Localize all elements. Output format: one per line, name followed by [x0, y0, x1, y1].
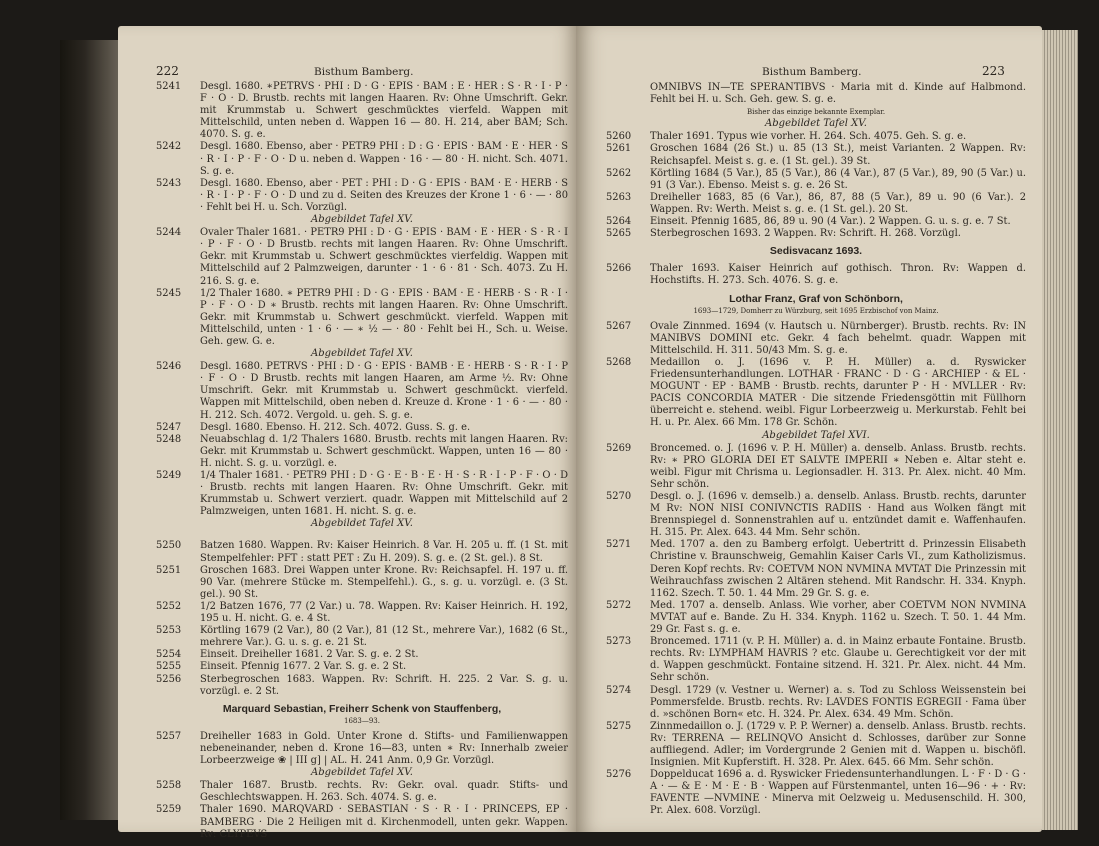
catalog-entry	[606, 216, 1026, 228]
catalog-entry	[156, 288, 568, 348]
entry-text: 1/2 Thaler 1680. ∗ PETR9 PHI : D · G · EPIS · BAM · E · HERB · S · R · I · P · F · O · D ∗ Brustb. rechts mit langen Haaren. Rv: Ohne Umschrift. Gekr. mit Krummstab u. Schwert geschmückt. vierfeld. Wappen mit Mittelschild, unten · 1 · 6 · — ∗ ½ — · 80 · Fehlt bei H., Sch. u. Weise. Geh. gew. G. e.	[200, 287, 568, 347]
entry-number: 5270	[606, 491, 632, 502]
section-heading: Lothar Franz, Graf von Schönborn,	[729, 292, 903, 305]
entry-text: Einseit. Pfennig 1677. 2 Var. S. g. e. 2 St.	[200, 661, 407, 673]
catalog-entry	[156, 804, 568, 840]
entry-text: Einseit. Pfennig 1685, 86, 89 u. 90 (4 Var.). 2 Wappen. G. u. s. g. e. 7 St.	[650, 216, 1011, 228]
catalog-entry	[606, 192, 1026, 216]
entry-text: Einseit. Dreiheller 1681. 2 Var. S. g. e. 2 St.	[200, 649, 419, 661]
entry-text: Doppelducat 1696 a. d. Ryswicker Friedensunterhandlungen. L · F · D · G · A · — & E · M · E · B · Wappen auf Fürstenmantel, unten 16—96 · + · Rv: FAVENTE —NVMINE · Minerva mit Oelzweig u. Medusenschild. H. 300, Pr. Alex. 608. Vorzügl.	[650, 769, 1026, 817]
book-edge-left	[60, 40, 120, 820]
catalog-entry	[156, 422, 568, 434]
entry-text: Desgl. 1680. Ebenso, aber · PET : PHI : D · G · EPIS · BAM · E · HERB · S · R · I · P · F · O · D und zu d. Seiten des Kreuzes der Krone 1 · 6 · — · 80 · Fehlt bei H. u. Sch. Vorzügl.	[200, 177, 568, 213]
plate-reference: Abgebildet Tafel XV.	[311, 767, 413, 779]
section-subtitle: 1693—1729, Domherr zu Würzburg, seit 1695 Erzbischof von Mainz.	[693, 306, 939, 315]
catalog-entry	[156, 625, 568, 649]
running-head: Bisthum Bamberg.	[762, 66, 862, 78]
catalog-entry	[156, 565, 568, 601]
entry-text: Dreiheller 1683, 85 (6 Var.), 86, 87, 88 (5 Var.), 89 u. 90 (6 Var.). 2 Wappen. Rv: Werth. Meist s. g. e. (1 St. gel.). 20 St.	[650, 191, 1026, 215]
entry-number: 5252	[156, 600, 182, 612]
entry-number: 5251	[156, 564, 182, 576]
entry-number: 5267	[606, 320, 632, 332]
entry-text: Ovale Zinnmed. 1694 (v. Hautsch u. Nürnberger). Brustb. rechts. Rv: IN MANIBVS DOMINI etc. Gekr. 4 fach behelmt. quadr. Wappen mit Mittelschild. H. 311. 50/43 Mm. S. g. e.	[650, 320, 1026, 356]
entry-number: 5255	[156, 661, 182, 673]
plate-reference: Abgebildet Tafel XV.	[311, 518, 413, 530]
entry-text: Desgl. 1680. ∗PETRVS · PHI : D · G · EPIS · BAM : E · HER : S · R · I · P · F · O · D. Brustb. rechts mit langen Haaren. Rv: Ohne Umschrift. Gekr. mit Krummstab u. Schwert geschmücktes vierfeld. Wappen mit Mittelschild, unten neben d. Wappen 16 — 80. H. 214, aber BAM; Sch. 4070. S. g. e.	[200, 81, 568, 141]
catalog-entry	[606, 539, 1026, 599]
entry-text: Broncemed. o. J. (1696 v. P. H. Müller) a. denselb. Anlass. Brustb. rechts. Rv: ∗ PRO GLORIA DEI ET SALVTE IMPERII ∗ Neben e. Altar steht e. weibl. Figur mit Chrisma u. Legionsadler. H. 313. Pr. Alex. nicht. 40 Mm. Sehr schön.	[650, 442, 1026, 490]
entry-text: Med. 1707 a. denselb. Anlass. Wie vorher, aber COETVM NON NVMINA MVTAT auf e. Bande. Zu H. 334. Knyph. 1162 u. Szech. T. 50. 1. 44 Mm. 29 Gr. Fast s. g. e.	[650, 599, 1026, 636]
catalog-entry	[156, 434, 568, 470]
entry-number: 5243	[156, 177, 182, 189]
catalog-entry	[606, 228, 1026, 240]
entry-text: Medaillon o. J. (1696 v. P. H. Müller) a. d. Ryswicker Friedensunterhandlungen. LOTHAR · FRANC · D · G · ARCHIEP · & EL · MOGUNT · EP · BAMB · Brustb. rechts, darunter P · H · MVLLER · Rv: PACIS CONCORDIA MATER · Die sitzende Friedensgöttin mit Füllhorn überreicht e. stehend. weibl. Figur Lorbeerzweig u. Merkurstab. Fehlt bei H. u. Pr. Alex. 66 Mm. 178 Gr. Schön.	[650, 356, 1026, 429]
catalog-entry	[156, 780, 568, 804]
right-page	[576, 26, 1042, 832]
entry-number: 5250	[156, 540, 182, 552]
entry-number: 5254	[156, 649, 182, 661]
entry-text: Desgl. 1680. Ebenso, aber · PETR9 PHI : D : G · EPIS · BAM · E · HER · S · R · I · P · F · O · D u. neben d. Wappen · 16 · — 80 · H. nicht. Sch. 4071. S. g. e.	[200, 141, 568, 177]
entry-number: 5262	[606, 167, 632, 179]
entry-text: OMNIBVS IN—TE SPERANTIBVS · Maria mit d. Kinde auf Halbmond. Fehlt bei H. u. Sch. Geh. gew. S. g. e.	[650, 82, 1026, 106]
entry-text: Körtling 1684 (5 Var.), 85 (5 Var.), 86 (4 Var.), 87 (5 Var.), 89, 90 (5 Var.) u. 91 (3 Var.). Ebenso. Meist s. g. e. 26 St.	[650, 167, 1026, 191]
entry-text: Desgl. 1729 (v. Vestner u. Werner) a. s. Tod zu Schloss Weissenstein bei Pommersfelde. Brustb. rechts. Rv: LAVDES FONTIS EGREGII · Fama über d. »schönen Born« etc. H. 324. Pr. Alex. 634. 49 Mm. Schön.	[650, 684, 1026, 720]
entry-text: Batzen 1680. Wappen. Rv: Kaiser Heinrich. 8 Var. H. 205 u. ff. (1 St. mit Stempelfehler: PFT : statt PET : Zu H. 209). S. g. e. (2 St. gel.). 8 St.	[200, 540, 568, 564]
catalog-entry	[606, 721, 1026, 769]
entry-text: 1/2 Batzen 1676, 77 (2 Var.) u. 78. Wappen. Rv: Kaiser Heinrich. H. 192, 195 u. H. nicht. G. e. 4 St.	[200, 600, 568, 625]
catalog-entry	[606, 357, 1026, 430]
catalog-entry	[156, 141, 568, 177]
entry-number: 5265	[606, 228, 632, 240]
plate-reference: Abgebildet Tafel XV.	[765, 118, 867, 130]
catalog-entry	[156, 361, 568, 421]
entry-text: Sterbegroschen 1693. 2 Wappen. Rv: Schrift. H. 268. Vorzügl.	[650, 228, 961, 240]
entry-text: Thaler 1693. Kaiser Heinrich auf gothisch. Thron. Rv: Wappen d. Hochstifts. H. 273. Sch. 4076. S. g. e.	[650, 263, 1026, 287]
catalog-entry	[606, 491, 1026, 539]
catalog-entry	[606, 143, 1026, 167]
footnote: Bisher das einzige bekannte Exemplar.	[746, 108, 886, 117]
section-heading: Marquard Sebastian, Freiherr Schenk von Stauffenberg,	[222, 702, 502, 715]
catalog-entry	[606, 636, 1026, 684]
entry-text: Groschen 1683. Drei Wappen unter Krone. Rv: Reichsapfel. H. 197 u. ff. 90 Var. (mehrere Stücke m. Stempelfehl.). G., s. g. u. vorzügl. e. (3 St. gel.). 90 St.	[200, 564, 568, 600]
entry-text: Körtling 1679 (2 Var.), 80 (2 Var.), 81 (12 St., mehrere Var.), 1682 (6 St., mehrere Var.). G. u. s. g. e. 21 St.	[200, 625, 568, 649]
catalog-entry	[606, 168, 1026, 192]
entry-number: 5253	[156, 625, 182, 637]
entry-number: 5276	[606, 769, 632, 781]
catalog-entry	[156, 81, 568, 141]
entry-number: 5273	[606, 636, 632, 648]
entry-number: 5268	[606, 356, 632, 368]
catalog-entry	[156, 601, 568, 625]
entry-number: 5256	[156, 673, 182, 685]
entry-text: Dreiheller 1683 in Gold. Unter Krone d. Stifts- und Familienwappen nebeneinander, neben d. Krone 16—83, unten ∗ Rv: Innerhalb zweier Lorbeerzweige ❀ | III g] | AL. H. 241 Anm. 0,9 Gr. Vorzügl.	[200, 730, 568, 767]
entry-number: 5271	[606, 539, 632, 551]
entry-number: 5241	[156, 81, 182, 92]
entry-text: Desgl. 1680. Ebenso. H. 212. Sch. 4072. Guss. S. g. e.	[200, 421, 471, 433]
plate-reference: Abgebildet Tafel XVI.	[762, 429, 870, 441]
entry-number: 5266	[606, 263, 632, 275]
entry-number: 5246	[156, 361, 182, 373]
left-page	[118, 26, 576, 840]
entry-text: Thaler 1690. MARQVARD · SEBASTIAN · S · R · I · PRINCEPS, EP · BAMBERG · Die 2 Heiligen mit d. Kirchenmodell, unten gekr. Wappen. Rv: CLYPEVS	[200, 804, 568, 840]
entry-number: 5247	[156, 421, 182, 433]
catalog-entry	[606, 685, 1026, 721]
entry-text: Desgl. 1680. PETRVS · PHI : D · G · EPIS · BAMB · E · HERB · S · R · I · P · F · O · D Brustb. rechts mit langen Haaren, am Arme ½. Rv: Ohne Umschrift. Gekr. mit Krummstab u. Schwert geschmückt. vierfeld. Wappen mit Mittelschild, oben neben d. Kreuze d. Krone · 1 · 6 · — · 80 · H. 212. Sch. 4072. Vergold. u. geh. S. g. e.	[200, 361, 568, 421]
catalog-entry	[606, 600, 1026, 636]
entry-text: Broncemed. 1711 (v. P. H. Müller) a. d. in Mainz erbaute Fontaine. Brustb. rechts. Rv: LYMPHAM HAVRIS ? etc. Glaube u. Gerechtigkeit vor der mit d. Wappen geschmückt. Fontaine sitzend. H. 321. Pr. Alex. nicht. 44 Mm. Sehr schön.	[650, 636, 1026, 684]
entry-text: Groschen 1684 (26 St.) u. 85 (13 St.), meist Varianten. 2 Wappen. Rv: Reichsapfel. Meist s. g. e. (1 St. gel.). 39 St.	[650, 143, 1026, 167]
page-number: 222	[156, 64, 179, 78]
entry-number: 5261	[606, 143, 632, 155]
entry-text: 1/4 Thaler 1681. · PETR9 PHI : D · G · E · B · E · H · S · R · I · P · F · O · D · Brustb. rechts mit langen Haaren. Rv: Ohne Umschrift. Gekr. mit Krummstab u. Schwert verziert. quadr. Wappen mit Mittelschild auf 2 Palmzweigen, unten 1681. H. nicht. S. g. e.	[200, 470, 568, 518]
running-head: Bisthum Bamberg.	[314, 66, 414, 78]
plate-reference: Abgebildet Tafel XV.	[311, 348, 413, 360]
catalog-entry	[156, 674, 568, 698]
catalog-entry	[606, 321, 1026, 357]
entry-number: 5259	[156, 804, 182, 816]
entry-number: 5242	[156, 141, 182, 153]
entry-number: 5244	[156, 227, 182, 239]
catalog-entry	[156, 227, 568, 287]
entry-text: Ovaler Thaler 1681. · PETR9 PHI : D · G · EPIS · BAM · E · HER · S · R · I · P · F · O · D Brustb. rechts mit langen Haaren. Rv: Ohne Umschrift. Gekr. mit Krummstab u. Schwert geschmücktes vierfeldig. Wappen mit Mittelschild auf 2 Palmzweigen, darunter · 1 · 6 · 81 · Sch. 4073. Zu H. 216. S. g. e.	[200, 227, 568, 287]
entry-number: 5269	[606, 442, 632, 454]
entry-text: Zinnmedaillon o. J. (1729 v. P. P. Werner) a. denselb. Anlass. Brustb. rechts. Rv: TERRENA — RELINQVO Ansicht d. Schlosses, darüber zur Sonne auffliegend. Adler; im Vordergrunde 2 Genien mit d. Wappen u. bischöfl. Insignien. Mit Kupferstift. H. 328. Pr. Alex. 645. 66 Mm. Sehr schön.	[650, 720, 1026, 769]
section-subtitle: 1683—93.	[344, 716, 380, 725]
entry-number: 5275	[606, 720, 632, 732]
entry-number: 5245	[156, 287, 182, 299]
entry-text: Neuabschlag d. 1/2 Thalers 1680. Brustb. rechts mit langen Haaren. Rv: Gekr. mit Krummstab u. Schwert geschmückt. Wappen, unten 16 — 80 · H. nicht. S. g. u. vorzügl. e.	[200, 433, 568, 469]
entry-number: 5263	[606, 191, 632, 203]
catalog-body	[156, 81, 568, 841]
catalog-entry	[606, 82, 1026, 106]
plate-reference: Abgebildet Tafel XV.	[311, 214, 413, 226]
entry-text: Thaler 1687. Brustb. rechts. Rv: Gekr. oval. quadr. Stifts- und Geschlechtswappen. H. 263. Sch. 4074. S. g. e.	[200, 780, 568, 804]
section-heading: Sedisvacanz 1693.	[769, 245, 863, 258]
entry-number: 5272	[606, 599, 632, 611]
catalog-entry	[606, 769, 1026, 817]
catalog-entry	[156, 731, 568, 767]
entry-number: 5257	[156, 730, 182, 742]
entry-number: 5274	[606, 684, 632, 696]
catalog-entry	[606, 443, 1026, 491]
catalog-entry	[156, 649, 568, 661]
entry-text: Desgl. o. J. (1696 v. demselb.) a. denselb. Anlass. Brustb. rechts, darunter M Rv: NON NISI CONIVNCTIS RADIIS · Hand aus Wolken fängt mit Brennspiegel d. Sonnenstrahlen auf u. entzündet damit e. Waffenhaufen. H. 315. Pr. Alex. 643. 44 Mm. Sehr schön.	[650, 491, 1026, 539]
entry-number: 5249	[156, 470, 182, 481]
book-edge-right	[1042, 30, 1078, 830]
entry-number: 5248	[156, 433, 182, 445]
catalog-entry	[156, 661, 568, 673]
entry-text: Thaler 1691. Typus wie vorher. H. 264. Sch. 4075. Geh. S. g. e.	[650, 131, 967, 143]
entry-text: Sterbegroschen 1683. Wappen. Rv: Schrift. H. 225. 2 Var. S. g. u. vorzügl. e. 2 St.	[200, 673, 568, 697]
catalog-entry	[156, 540, 568, 564]
entry-number: 5260	[606, 131, 632, 143]
catalog-entry	[156, 178, 568, 214]
entry-number: 5264	[606, 216, 632, 228]
catalog-entry	[606, 131, 1026, 143]
catalog-entry	[606, 263, 1026, 287]
catalog-entry	[156, 470, 568, 518]
spacer	[156, 531, 568, 540]
entry-text: Med. 1707 a. den zu Bamberg erfolgt. Uebertritt d. Prinzessin Elisabeth Christine v. Braunschweig, Gemahlin Kaiser Carls VI., zum Katholizismus. Deren Kopf rechts. Rv: COETVM NON NVMINA MVTAT Die Prinzessin mit Weihrauchfass zwischen 2 Altären stehend. Mit Randschr. H. 334. Knyph. 1162. Szech. T. 50. 1. 44 Mm. 29 Gr. S. g. e.	[650, 539, 1026, 599]
entry-number: 5258	[156, 780, 182, 792]
catalog-body	[606, 82, 1026, 818]
page-number: 223	[982, 64, 1005, 78]
